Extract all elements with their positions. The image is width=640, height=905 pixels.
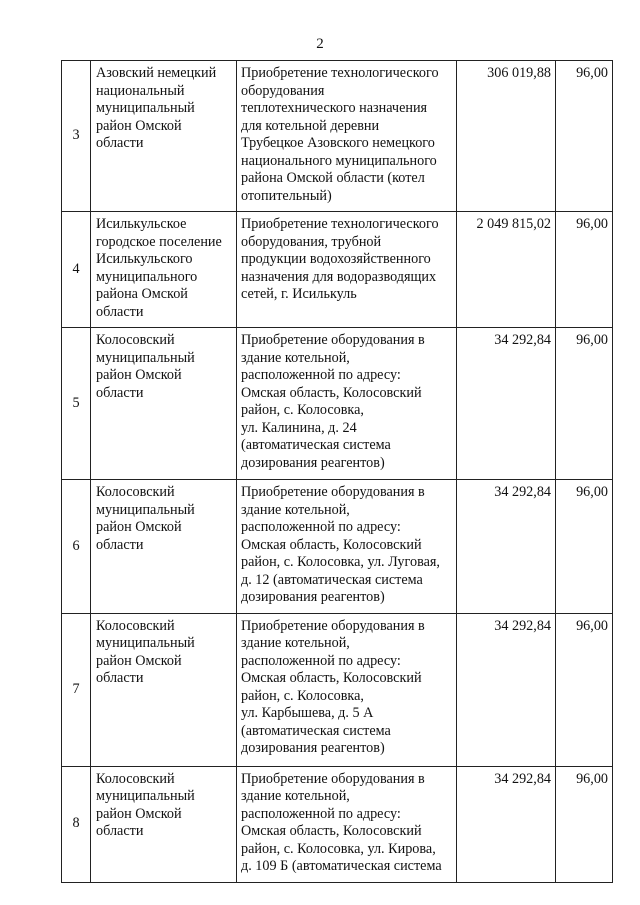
organization-cell — [91, 613, 237, 766]
amount-cell: 306 019,88 — [457, 61, 556, 212]
description-line: Приобретение технологического — [241, 216, 439, 232]
description-line: здание котельной, — [241, 788, 350, 804]
description-line: оборудования, трубной — [241, 233, 382, 250]
description-line: назначения для водоразводящих — [241, 268, 437, 285]
amount-cell: 34 292,84 — [457, 328, 556, 480]
organization-line: муниципального — [96, 268, 198, 285]
description-line: д. 109 Б (автоматическая система — [241, 858, 442, 874]
organization-line: муниципальный — [96, 349, 195, 366]
description-line: район, с. Колосовка, ул. Луговая, — [241, 554, 440, 570]
row-number: 7 — [62, 613, 91, 766]
description-line: расположенной по адресу: — [241, 519, 401, 535]
amount-cell: 34 292,84 — [457, 613, 556, 766]
description-line: расположенной по адресу: — [241, 805, 401, 822]
table-row — [62, 480, 613, 614]
description-line: Трубецкое Азовского немецкого — [241, 135, 435, 151]
percent-cell: 96,00 — [556, 212, 613, 328]
description-line: ул. Калинина, д. 24 — [241, 419, 357, 436]
description-line: отопительный) — [241, 187, 332, 204]
organization-line: район Омской — [96, 367, 182, 383]
description-line: для котельной деревни — [241, 117, 380, 134]
description-line: Приобретение оборудования в — [241, 484, 425, 500]
percent-cell: 96,00 — [556, 766, 613, 882]
organization-line: район Омской — [96, 652, 182, 669]
description-cell — [237, 328, 457, 480]
table-row — [62, 613, 613, 766]
organization-cell — [91, 61, 237, 212]
description-line: дозирования реагентов) — [241, 589, 385, 605]
description-line: сетей, г. Исилькуль — [241, 286, 357, 302]
organization-line: Колосовский — [96, 770, 175, 787]
amount-cell: 34 292,84 — [457, 766, 556, 882]
description-line: здание котельной, — [241, 635, 350, 651]
subsidy-table-body — [62, 61, 613, 883]
description-cell — [237, 480, 457, 614]
table-row — [62, 328, 613, 480]
organization-cell — [91, 328, 237, 480]
organization-line: области — [96, 823, 144, 839]
description-line: оборудования — [241, 82, 325, 99]
description-line: национального муниципального — [241, 152, 437, 169]
description-line: Приобретение оборудования в — [241, 617, 425, 634]
organization-line: области — [96, 536, 144, 553]
description-line: район, с. Колосовка, ул. Кирова, — [241, 840, 436, 857]
row-number: 6 — [62, 480, 91, 614]
description-line: Приобретение оборудования в — [241, 332, 425, 348]
organization-line: муниципальный — [96, 635, 195, 651]
organization-cell — [91, 480, 237, 614]
description-line: расположенной по адресу: — [241, 652, 401, 669]
organization-line: муниципальный — [96, 501, 195, 518]
organization-line: Исилькульского — [96, 251, 193, 267]
organization-line: области — [96, 303, 144, 320]
page-number: 2 — [316, 36, 324, 52]
description-line: дозирования реагентов) — [241, 740, 385, 756]
organization-line: района Омской — [96, 286, 188, 302]
organization-cell — [91, 766, 237, 882]
description-line: расположенной по адресу: — [241, 367, 401, 383]
table-row — [62, 61, 613, 212]
description-line: Омская область, Колосовский — [241, 536, 422, 553]
percent-cell: 96,00 — [556, 480, 613, 614]
organization-line: области — [96, 135, 144, 151]
organization-line: район Омской — [96, 805, 182, 822]
description-line: д. 12 (автоматическая система — [241, 571, 423, 588]
description-line: ул. Карбышева, д. 5 А — [241, 705, 374, 721]
row-number: 8 — [62, 766, 91, 882]
subsidy-table — [61, 60, 613, 883]
description-line: продукции водохозяйственного — [241, 251, 431, 267]
description-cell — [237, 61, 457, 212]
organization-line: области — [96, 670, 144, 686]
description-line: здание котельной, — [241, 501, 350, 518]
percent-cell: 96,00 — [556, 328, 613, 480]
description-line: теплотехнического назначения — [241, 100, 428, 116]
description-line: района Омской области (котел — [241, 170, 425, 186]
row-number: 3 — [62, 61, 91, 212]
table-row — [62, 212, 613, 328]
description-line: Приобретение технологического — [241, 65, 439, 81]
description-line: (автоматическая система — [241, 437, 391, 453]
organization-cell — [91, 212, 237, 328]
description-cell — [237, 766, 457, 882]
amount-cell: 2 049 815,02 — [457, 212, 556, 328]
description-line: Омская область, Колосовский — [241, 670, 422, 686]
description-cell — [237, 613, 457, 766]
organization-line: Колосовский — [96, 617, 175, 634]
organization-line: городское поселение — [96, 233, 222, 250]
description-cell — [237, 212, 457, 328]
description-line: здание котельной, — [241, 349, 350, 366]
organization-line: муниципальный — [96, 788, 195, 804]
description-line: Приобретение оборудования в — [241, 770, 425, 787]
organization-line: Азовский немецкий — [96, 65, 217, 81]
description-line: район, с. Колосовка, — [241, 402, 364, 418]
organization-line: Колосовский — [96, 332, 175, 348]
percent-cell: 96,00 — [556, 61, 613, 212]
organization-line: район Омской — [96, 519, 182, 535]
row-number: 4 — [62, 212, 91, 328]
amount-cell: 34 292,84 — [457, 480, 556, 614]
description-line: район, с. Колосовка, — [241, 687, 364, 704]
description-line: Омская область, Колосовский — [241, 384, 422, 401]
description-line: дозирования реагентов) — [241, 454, 385, 471]
organization-line: Исилькульское — [96, 216, 187, 232]
organization-line: муниципальный — [96, 100, 195, 116]
organization-line: район Омской — [96, 117, 182, 134]
row-number: 5 — [62, 328, 91, 480]
description-line: (автоматическая система — [241, 722, 391, 739]
organization-line: Колосовский — [96, 484, 175, 500]
description-line: Омская область, Колосовский — [241, 823, 422, 839]
organization-line: области — [96, 384, 144, 401]
organization-line: национальный — [96, 82, 185, 99]
table-row — [62, 766, 613, 882]
percent-cell: 96,00 — [556, 613, 613, 766]
